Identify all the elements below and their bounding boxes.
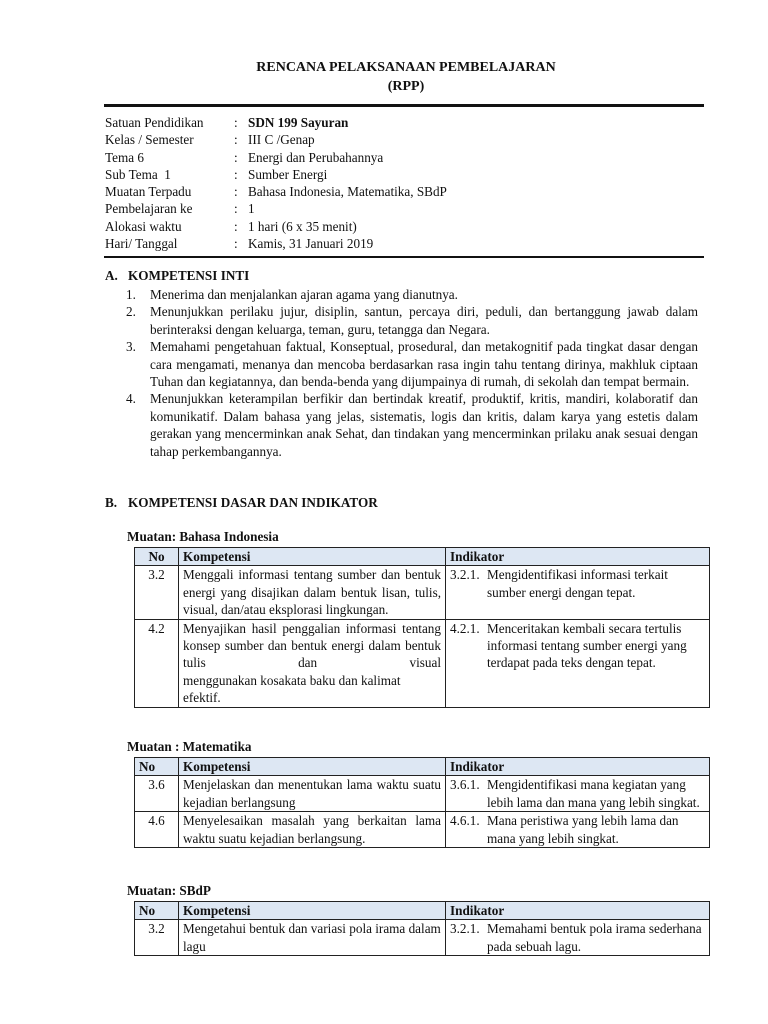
list-item: 2. Menunjukkan perilaku jujur, disiplin, santun, percaya diri, peduli, dan bertanggung jawab dalam berinteraksi dengan keluarga, teman, guru, tetangga dan Negara. [126,304,698,337]
table-header-row: No Kompetensi Indikator [135,758,710,776]
section-a-heading: A. KOMPETENSI INTI [105,268,250,283]
info-row-tanggal: Hari/ Tanggal : Kamis, 31 Januari 2019 [105,236,374,252]
info-row-alokasi: Alokasi waktu : 1 hari (6 x 35 menit) [105,218,357,234]
info-row-pembelajaran: Pembelajaran ke : 1 [105,201,255,217]
kd-table-matematika [134,757,710,848]
info-row-kelas: Kelas / Semester : III C /Genap [105,132,315,148]
table-row: 3.6 Menjelaskan dan menentukan lama waktu suatu kejadian berlangsung 3.6.1. Mengidentifikasi mana kegiatan yang lebih lama dan mana yang lebih singkat. [135,776,710,812]
list-item: 4. Menunjukkan keterampilan berfikir dan bertindak kreatif, produktif, kritis, mandiri, kolaboratif dan komunikatif. Dalam bahasa yang jelas, sistematis, logis dan kritis, dalam karya yang estetis dalam gerakan yang mencerminkan anak Sehat, dan tindakan yang mencerminkan prilaku anak sesuai dengan tahap perkembangannya. [126,391,698,459]
info-row-muatan: Muatan Terpadu : Bahasa Indonesia, Matematika, SBdP [105,184,447,200]
table-row: 3.2 Menggali informasi tentang sumber dan bentuk energi yang disajikan dalam bentuk lisan, tulis, visual, dan/atau eksplorasi lingkungan. 3.2.1. Mengidentifikasi informasi terkait sumber energi dengan tepat. [135,566,710,619]
info-row-subtema: Sub Tema 1 : Sumber Energi [105,166,328,182]
table-header-row: No Kompetensi Indikator [135,902,710,920]
muatan-matematika-title: Muatan : Matematika [127,739,252,754]
bottom-rule [104,256,704,258]
section-b-heading: B. KOMPETENSI DASAR DAN INDIKATOR [105,495,378,510]
list-item: 1. Menerima dan menjalankan ajaran agama yang dianutnya. [126,287,458,302]
kd-table-sbdp [134,901,710,956]
table-row: 3.2 Mengetahui bentuk dan variasi pola irama dalam lagu 3.2.1. Memahami bentuk pola irama sederhana pada sebuah lagu. [135,920,710,956]
info-row-satuan: Satuan Pendidikan : SDN 199 Sayuran [105,115,349,130]
kompetensi-inti-list [126,286,698,460]
identity-block [105,114,447,252]
top-double-rule [104,104,704,107]
list-item: 3. Memahami pengetahuan faktual, Konseptual, prosedural, dan metakognitif pada tingkat dasar dengan cara mengamati, menanya dan mencoba berdasarkan rasa ingin tahu tentang dirinya, makhluk ciptaan Tuhan dan kegiatannya, dan benda-benda yang dijumpainya di rumah, di sekolah dan tempat bermain. [126,339,698,390]
muatan-bahasa-indonesia-title: Muatan: Bahasa Indonesia [127,529,279,544]
document-subtitle: (RPP) [387,79,425,94]
kd-table-bahasa-indonesia [134,547,710,708]
muatan-sbdp-title: Muatan: SBdP [127,883,211,898]
info-row-tema: Tema 6 : Energi dan Perubahannya [105,149,384,165]
table-row: 4.6 Menyelesaikan masalah yang berkaitan lama waktu suatu kejadian berlangsung. 4.6.1. Mana peristiwa yang lebih lama dan mana yang lebih singkat. [135,812,710,848]
table-row: 4.2 Menyajikan hasil penggalian informasi tentang konsep sumber dan bentuk energi dalam bentuk tulis dan visual menggunakan kosakata baku dan kalimat efektif. 4.2.1. Menceritakan kembali secara tertulis informasi tentang sumber energi yang terdapat pada teks dengan tepat. [135,619,710,707]
document-title: RENCANA PELAKSANAAN PEMBELAJARAN [256,60,556,75]
school-name: SDN 199 Sayuran [248,115,349,130]
table-header-row: No Kompetensi Indikator [135,548,710,566]
